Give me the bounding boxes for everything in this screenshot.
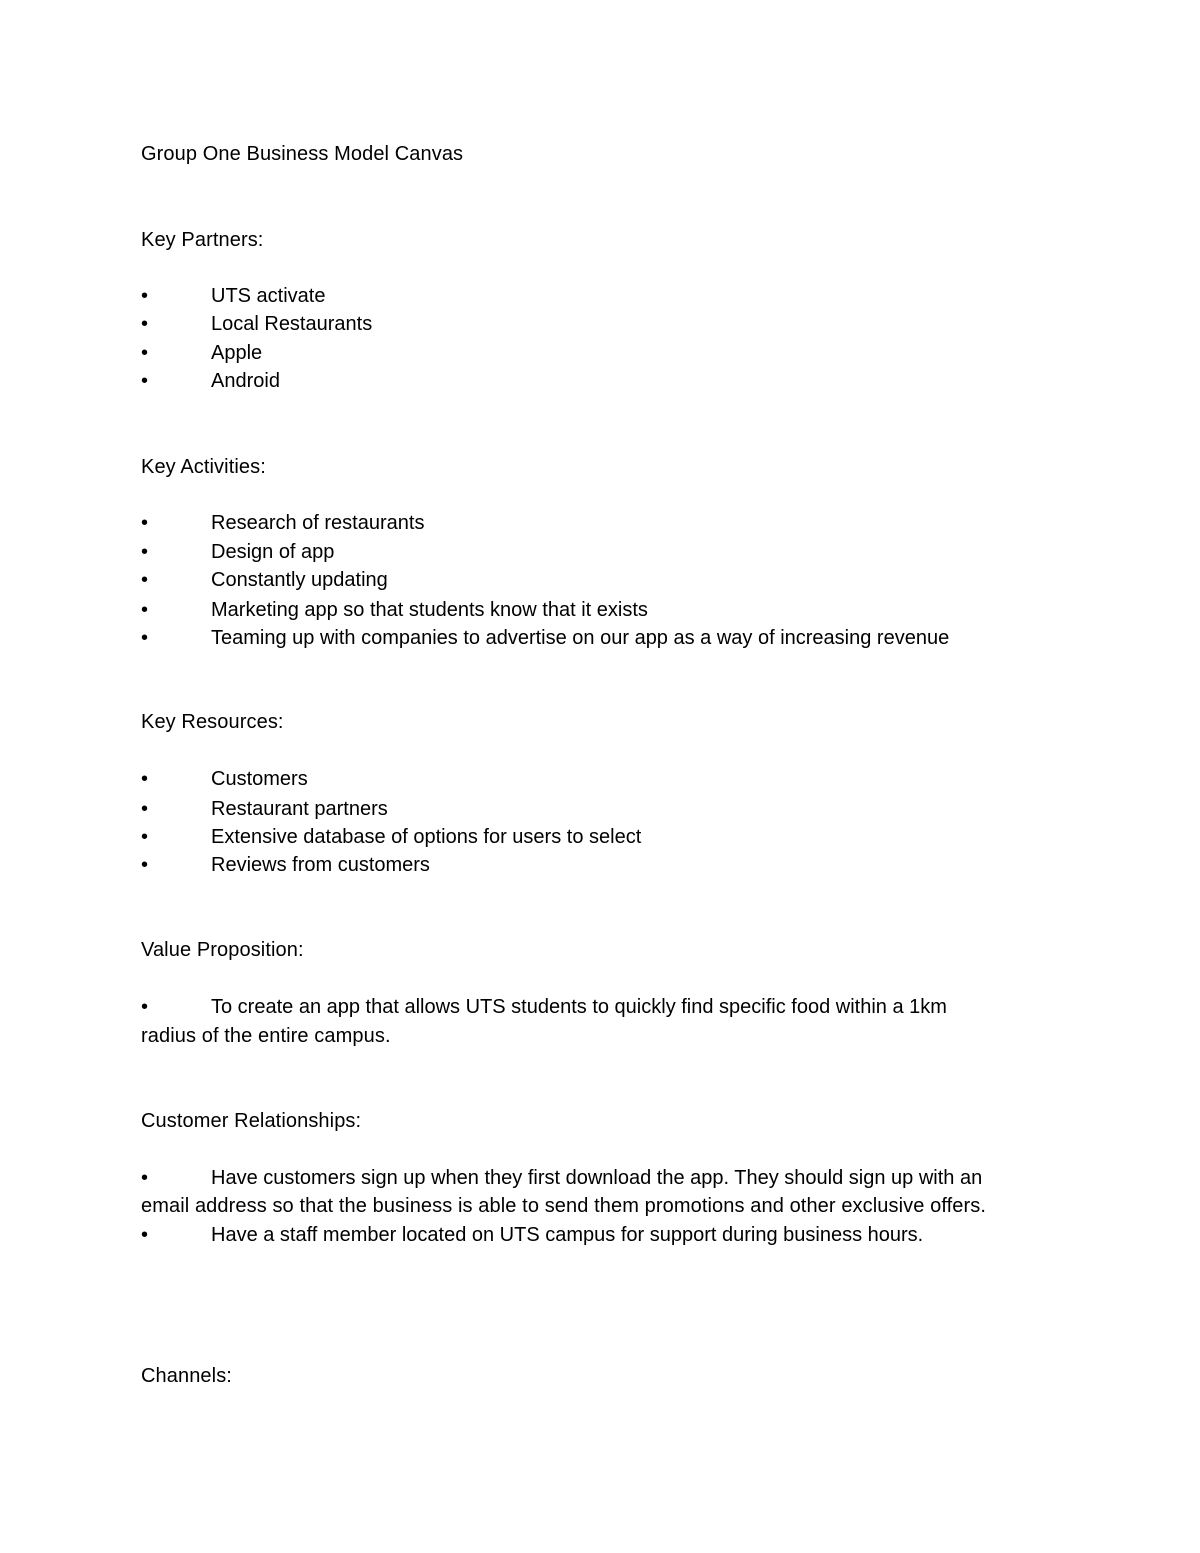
key-partners-heading: Key Partners: [141,229,264,251]
customer-relationships-heading: Customer Relationships: [141,1110,362,1132]
bullet-icon: • [141,599,149,621]
list-item-text: Design of app [211,541,335,563]
list-item-text: Restaurant partners [211,798,388,820]
bullet-icon: • [141,313,149,335]
list-item-continuation: email address so that the business is able to send them promotions and other exclusive offers. [141,1195,987,1217]
bullet-icon: • [141,569,149,591]
list-item-text: Have customers sign up when they first download the app. They should sign up with an [211,1167,983,1189]
bullet-icon: • [141,342,149,364]
list-item-text: Local Restaurants [211,313,373,335]
list-item-text: Customers [211,768,308,790]
value-proposition-heading: Value Proposition: [141,939,304,961]
list-item-text: Teaming up with companies to advertise on our app as a way of increasing revenue [211,627,950,649]
channels-heading: Channels: [141,1365,232,1387]
key-activities-heading: Key Activities: [141,456,266,478]
list-item-text: Marketing app so that students know that it exists [211,599,648,621]
key-resources-heading: Key Resources: [141,711,284,733]
list-item-text: Have a staff member located on UTS campus for support during business hours. [211,1224,924,1246]
bullet-icon: • [141,996,149,1018]
bullet-icon: • [141,854,149,876]
bullet-icon: • [141,285,149,307]
bullet-icon: • [141,826,149,848]
list-item-text: Android [211,370,280,392]
bullet-icon: • [141,768,149,790]
bullet-icon: • [141,512,149,534]
list-item-text: To create an app that allows UTS students to quickly find specific food within a 1km [211,996,947,1018]
list-item-text: Apple [211,342,263,364]
list-item-continuation: radius of the entire campus. [141,1025,391,1047]
bullet-icon: • [141,627,149,649]
bullet-icon: • [141,370,149,392]
list-item-text: Research of restaurants [211,512,425,534]
bullet-icon: • [141,1167,149,1189]
list-item-text: Constantly updating [211,569,388,591]
bullet-icon: • [141,798,149,820]
list-item-text: Reviews from customers [211,854,430,876]
list-item-text: UTS activate [211,285,326,307]
bullet-icon: • [141,1224,149,1246]
bullet-icon: • [141,541,149,563]
document-title: Group One Business Model Canvas [141,143,464,165]
list-item-text: Extensive database of options for users to select [211,826,642,848]
